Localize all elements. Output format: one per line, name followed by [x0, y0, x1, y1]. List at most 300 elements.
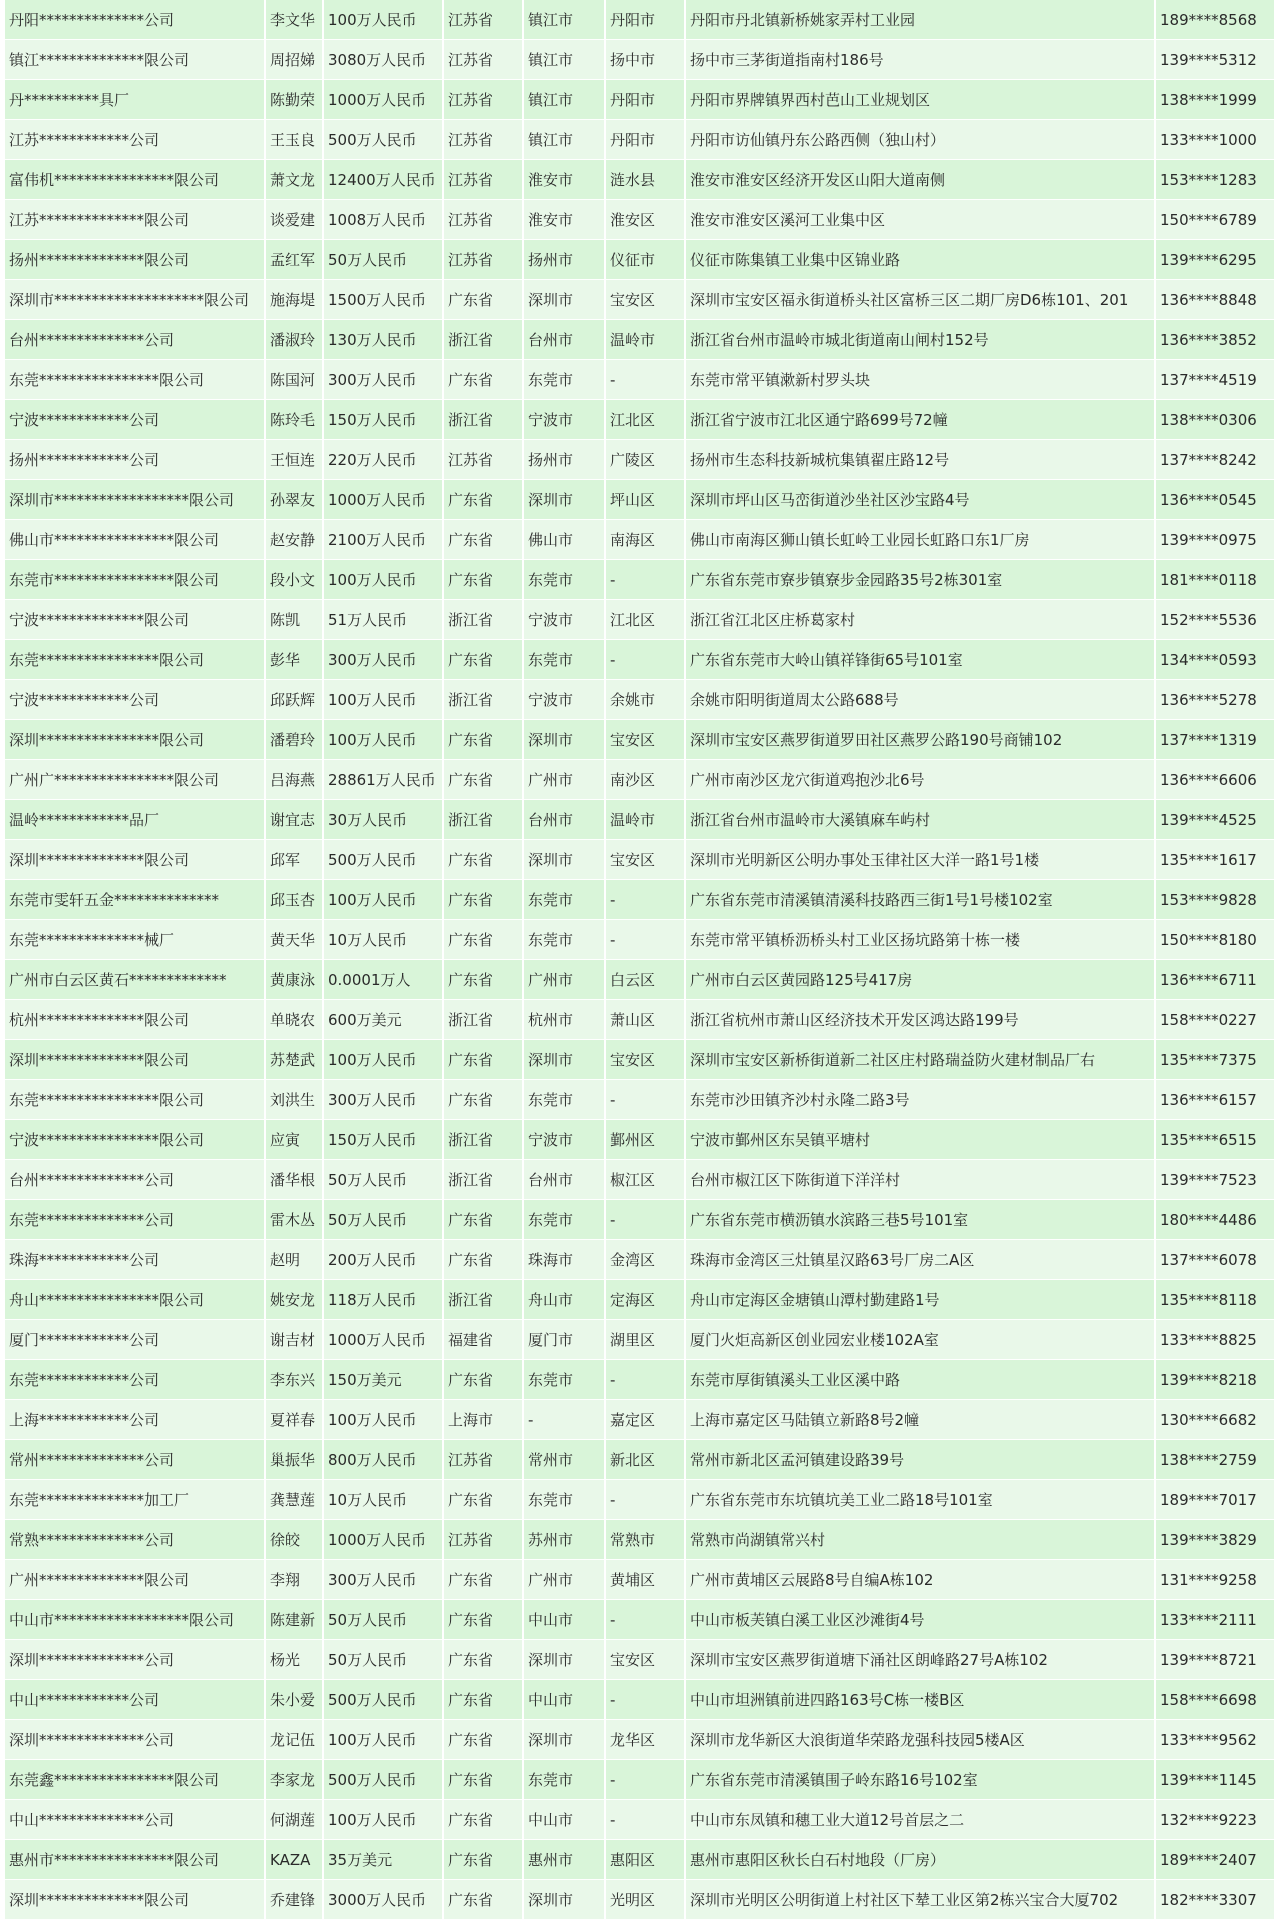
company-name-cell: 东莞**************械厂	[5, 920, 265, 960]
district-cell: 嘉定区	[605, 1400, 685, 1440]
city-cell: 东莞市	[523, 360, 605, 400]
company-name-cell: 丹**********具厂	[5, 80, 265, 120]
company-name-cell: 东莞************公司	[5, 1360, 265, 1400]
table-row	[5, 360, 1275, 400]
table-row	[5, 80, 1275, 120]
phone-cell: 181****0118	[1155, 560, 1275, 600]
phone-cell: 134****0593	[1155, 640, 1275, 680]
province-cell: 浙江省	[443, 680, 523, 720]
phone-cell: 139****8218	[1155, 1360, 1275, 1400]
province-cell: 广东省	[443, 1760, 523, 1800]
phone-cell: 136****6606	[1155, 760, 1275, 800]
company-name-cell: 深圳**************公司	[5, 1720, 265, 1760]
district-cell: -	[605, 360, 685, 400]
province-cell: 江苏省	[443, 80, 523, 120]
phone-cell: 137****6078	[1155, 1240, 1275, 1280]
phone-cell: 152****5536	[1155, 600, 1275, 640]
province-cell: 浙江省	[443, 1280, 523, 1320]
company-name-cell: 江苏************公司	[5, 120, 265, 160]
phone-cell: 153****1283	[1155, 160, 1275, 200]
legal-representative-cell: 应寅	[265, 1120, 323, 1160]
phone-cell: 136****6711	[1155, 960, 1275, 1000]
legal-representative-cell: 雷木丛	[265, 1200, 323, 1240]
address-cell: 厦门火炬高新区创业园宏业楼102A室	[685, 1320, 1155, 1360]
legal-representative-cell: 陈玲毛	[265, 400, 323, 440]
table-row	[5, 1200, 1275, 1240]
district-cell: 江北区	[605, 400, 685, 440]
province-cell: 广东省	[443, 640, 523, 680]
phone-cell: 139****3829	[1155, 1520, 1275, 1560]
legal-representative-cell: 朱小爱	[265, 1680, 323, 1720]
company-name-cell: 舟山****************限公司	[5, 1280, 265, 1320]
city-cell: 深圳市	[523, 480, 605, 520]
province-cell: 浙江省	[443, 320, 523, 360]
phone-cell: 136****5278	[1155, 680, 1275, 720]
province-cell: 广东省	[443, 1720, 523, 1760]
registered-capital-cell: 1000万人民币	[323, 1320, 443, 1360]
table-row	[5, 1080, 1275, 1120]
company-table	[5, 0, 1276, 1920]
legal-representative-cell: 彭华	[265, 640, 323, 680]
city-cell: 东莞市	[523, 880, 605, 920]
city-cell: 东莞市	[523, 640, 605, 680]
registered-capital-cell: 50万人民币	[323, 240, 443, 280]
company-name-cell: 扬州************公司	[5, 440, 265, 480]
city-cell: 惠州市	[523, 1840, 605, 1880]
legal-representative-cell: 吕海燕	[265, 760, 323, 800]
address-cell: 惠州市惠阳区秋长白石村地段（厂房）	[685, 1840, 1155, 1880]
legal-representative-cell: 杨光	[265, 1640, 323, 1680]
district-cell: -	[605, 1080, 685, 1120]
city-cell: 东莞市	[523, 560, 605, 600]
province-cell: 江苏省	[443, 240, 523, 280]
district-cell: 坪山区	[605, 480, 685, 520]
district-cell: -	[605, 1480, 685, 1520]
address-cell: 扬州市生态科技新城杭集镇翟庄路12号	[685, 440, 1155, 480]
company-name-cell: 惠州市****************限公司	[5, 1840, 265, 1880]
phone-cell: 133****1000	[1155, 120, 1275, 160]
table-row	[5, 840, 1275, 880]
city-cell: 东莞市	[523, 920, 605, 960]
registered-capital-cell: 118万人民币	[323, 1280, 443, 1320]
phone-cell: 180****4486	[1155, 1200, 1275, 1240]
province-cell: 广东省	[443, 1360, 523, 1400]
table-row	[5, 1760, 1275, 1800]
registered-capital-cell: 300万人民币	[323, 360, 443, 400]
phone-cell: 137****1319	[1155, 720, 1275, 760]
city-cell: 东莞市	[523, 1360, 605, 1400]
legal-representative-cell: 王玉良	[265, 120, 323, 160]
registered-capital-cell: 600万美元	[323, 1000, 443, 1040]
company-name-cell: 深圳市******************限公司	[5, 480, 265, 520]
company-name-cell: 温岭************品厂	[5, 800, 265, 840]
province-cell: 浙江省	[443, 1000, 523, 1040]
city-cell: 广州市	[523, 960, 605, 1000]
city-cell: 东莞市	[523, 1760, 605, 1800]
address-cell: 浙江省宁波市江北区通宁路699号72幢	[685, 400, 1155, 440]
address-cell: 深圳市宝安区燕罗街道塘下涌社区朗峰路27号A栋102	[685, 1640, 1155, 1680]
table-row	[5, 440, 1275, 480]
district-cell: 椒江区	[605, 1160, 685, 1200]
company-name-cell: 深圳****************限公司	[5, 720, 265, 760]
legal-representative-cell: 陈凯	[265, 600, 323, 640]
address-cell: 浙江省台州市温岭市城北街道南山闸村152号	[685, 320, 1155, 360]
registered-capital-cell: 150万人民币	[323, 400, 443, 440]
registered-capital-cell: 10万人民币	[323, 1480, 443, 1520]
province-cell: 江苏省	[443, 0, 523, 40]
city-cell: 扬州市	[523, 440, 605, 480]
district-cell: 丹阳市	[605, 0, 685, 40]
legal-representative-cell: 段小文	[265, 560, 323, 600]
registered-capital-cell: 500万人民币	[323, 1680, 443, 1720]
phone-cell: 135****7375	[1155, 1040, 1275, 1080]
legal-representative-cell: 李东兴	[265, 1360, 323, 1400]
address-cell: 深圳市宝安区福永街道桥头社区富桥三区二期厂房D6栋101、201	[685, 280, 1155, 320]
company-name-cell: 台州**************公司	[5, 1160, 265, 1200]
phone-cell: 139****0975	[1155, 520, 1275, 560]
registered-capital-cell: 3080万人民币	[323, 40, 443, 80]
table-row	[5, 880, 1275, 920]
registered-capital-cell: 100万人民币	[323, 0, 443, 40]
province-cell: 广东省	[443, 1560, 523, 1600]
province-cell: 广东省	[443, 520, 523, 560]
district-cell: -	[605, 640, 685, 680]
registered-capital-cell: 500万人民币	[323, 1760, 443, 1800]
phone-cell: 150****6789	[1155, 200, 1275, 240]
city-cell: 东莞市	[523, 1200, 605, 1240]
company-name-cell: 珠海************公司	[5, 1240, 265, 1280]
address-cell: 中山市板芙镇白溪工业区沙滩街4号	[685, 1600, 1155, 1640]
table-row	[5, 520, 1275, 560]
table-row	[5, 1160, 1275, 1200]
district-cell: 南海区	[605, 520, 685, 560]
city-cell: 深圳市	[523, 280, 605, 320]
address-cell: 广东省东莞市寮步镇寮步金园路35号2栋301室	[685, 560, 1155, 600]
phone-cell: 132****9223	[1155, 1800, 1275, 1840]
registered-capital-cell: 100万人民币	[323, 680, 443, 720]
province-cell: 江苏省	[443, 1520, 523, 1560]
registered-capital-cell: 12400万人民币	[323, 160, 443, 200]
company-name-cell: 深圳**************限公司	[5, 840, 265, 880]
legal-representative-cell: 邱跃辉	[265, 680, 323, 720]
company-name-cell: 台州**************公司	[5, 320, 265, 360]
registered-capital-cell: 10万人民币	[323, 920, 443, 960]
phone-cell: 189****8568	[1155, 0, 1275, 40]
district-cell: 惠阳区	[605, 1840, 685, 1880]
district-cell: 仪征市	[605, 240, 685, 280]
registered-capital-cell: 100万人民币	[323, 720, 443, 760]
address-cell: 广东省东莞市横沥镇水滨路三巷5号101室	[685, 1200, 1155, 1240]
table-row	[5, 1440, 1275, 1480]
address-cell: 仪征市陈集镇工业集中区锦业路	[685, 240, 1155, 280]
legal-representative-cell: 孟红军	[265, 240, 323, 280]
registered-capital-cell: 500万人民币	[323, 840, 443, 880]
phone-cell: 136****8848	[1155, 280, 1275, 320]
address-cell: 广东省东莞市清溪镇围子岭东路16号102室	[685, 1760, 1155, 1800]
address-cell: 深圳市宝安区燕罗街道罗田社区燕罗公路190号商铺102	[685, 720, 1155, 760]
district-cell: 宝安区	[605, 1040, 685, 1080]
table-row	[5, 1000, 1275, 1040]
province-cell: 江苏省	[443, 120, 523, 160]
district-cell: 光明区	[605, 1880, 685, 1920]
phone-cell: 137****4519	[1155, 360, 1275, 400]
legal-representative-cell: 王恒连	[265, 440, 323, 480]
company-name-cell: 镇江**************限公司	[5, 40, 265, 80]
district-cell: 淮安区	[605, 200, 685, 240]
city-cell: 宁波市	[523, 680, 605, 720]
province-cell: 广东省	[443, 480, 523, 520]
province-cell: 广东省	[443, 1080, 523, 1120]
registered-capital-cell: 1000万人民币	[323, 80, 443, 120]
city-cell: 中山市	[523, 1680, 605, 1720]
company-name-cell: 东莞****************限公司	[5, 360, 265, 400]
phone-cell: 133****8825	[1155, 1320, 1275, 1360]
address-cell: 深圳市光明区公明街道上村社区下辇工业区第2栋兴宝合大厦702	[685, 1880, 1155, 1920]
table-row	[5, 1560, 1275, 1600]
address-cell: 淮安市淮安区经济开发区山阳大道南侧	[685, 160, 1155, 200]
district-cell: 湖里区	[605, 1320, 685, 1360]
table-row	[5, 1720, 1275, 1760]
district-cell: -	[605, 1600, 685, 1640]
phone-cell: 139****4525	[1155, 800, 1275, 840]
phone-cell: 182****3307	[1155, 1880, 1275, 1920]
city-cell: 深圳市	[523, 840, 605, 880]
address-cell: 淮安市淮安区溪河工业集中区	[685, 200, 1155, 240]
district-cell: 黄埔区	[605, 1560, 685, 1600]
city-cell: 深圳市	[523, 720, 605, 760]
address-cell: 常州市新北区孟河镇建设路39号	[685, 1440, 1155, 1480]
table-row	[5, 1480, 1275, 1520]
district-cell: -	[605, 1200, 685, 1240]
table-row	[5, 0, 1275, 40]
company-name-cell: 东莞****************限公司	[5, 1080, 265, 1120]
province-cell: 广东省	[443, 960, 523, 1000]
registered-capital-cell: 500万人民币	[323, 120, 443, 160]
table-row	[5, 1040, 1275, 1080]
legal-representative-cell: 赵明	[265, 1240, 323, 1280]
province-cell: 江苏省	[443, 40, 523, 80]
district-cell: 宝安区	[605, 280, 685, 320]
province-cell: 广东省	[443, 560, 523, 600]
legal-representative-cell: 谈爱建	[265, 200, 323, 240]
address-cell: 台州市椒江区下陈街道下洋洋村	[685, 1160, 1155, 1200]
phone-cell: 189****2407	[1155, 1840, 1275, 1880]
address-cell: 浙江省杭州市萧山区经济技术开发区鸿达路199号	[685, 1000, 1155, 1040]
province-cell: 广东省	[443, 360, 523, 400]
city-cell: 深圳市	[523, 1880, 605, 1920]
phone-cell: 150****8180	[1155, 920, 1275, 960]
company-name-cell: 广州**************限公司	[5, 1560, 265, 1600]
table-row	[5, 40, 1275, 80]
district-cell: 温岭市	[605, 800, 685, 840]
legal-representative-cell: 夏祥春	[265, 1400, 323, 1440]
legal-representative-cell: 李翔	[265, 1560, 323, 1600]
legal-representative-cell: 潘碧玲	[265, 720, 323, 760]
phone-cell: 139****8721	[1155, 1640, 1275, 1680]
address-cell: 佛山市南海区狮山镇长虹岭工业园长虹路口东1厂房	[685, 520, 1155, 560]
city-cell: 厦门市	[523, 1320, 605, 1360]
address-cell: 浙江省江北区庄桥葛家村	[685, 600, 1155, 640]
district-cell: 丹阳市	[605, 80, 685, 120]
table-row	[5, 1640, 1275, 1680]
registered-capital-cell: 1000万人民币	[323, 1520, 443, 1560]
phone-cell: 158****0227	[1155, 1000, 1275, 1040]
company-name-cell: 常熟**************公司	[5, 1520, 265, 1560]
registered-capital-cell: 100万人民币	[323, 880, 443, 920]
address-cell: 中山市东凤镇和穗工业大道12号首层之二	[685, 1800, 1155, 1840]
district-cell: 宝安区	[605, 1640, 685, 1680]
registered-capital-cell: 300万人民币	[323, 1560, 443, 1600]
city-cell: 镇江市	[523, 80, 605, 120]
legal-representative-cell: 周招娣	[265, 40, 323, 80]
legal-representative-cell: 黄天华	[265, 920, 323, 960]
legal-representative-cell: 苏楚武	[265, 1040, 323, 1080]
district-cell: 宝安区	[605, 720, 685, 760]
district-cell: 龙华区	[605, 1720, 685, 1760]
legal-representative-cell: KAZA	[265, 1840, 323, 1880]
province-cell: 广东省	[443, 1640, 523, 1680]
phone-cell: 137****8242	[1155, 440, 1275, 480]
registered-capital-cell: 3000万人民币	[323, 1880, 443, 1920]
phone-cell: 131****9258	[1155, 1560, 1275, 1600]
legal-representative-cell: 潘华根	[265, 1160, 323, 1200]
province-cell: 广东省	[443, 1240, 523, 1280]
city-cell: 镇江市	[523, 120, 605, 160]
registered-capital-cell: 100万人民币	[323, 1720, 443, 1760]
district-cell: 鄞州区	[605, 1120, 685, 1160]
address-cell: 余姚市阳明街道周太公路688号	[685, 680, 1155, 720]
district-cell: 常熟市	[605, 1520, 685, 1560]
table-row	[5, 1320, 1275, 1360]
province-cell: 广东省	[443, 1800, 523, 1840]
district-cell: 江北区	[605, 600, 685, 640]
district-cell: 温岭市	[605, 320, 685, 360]
legal-representative-cell: 陈建新	[265, 1600, 323, 1640]
company-name-cell: 深圳市********************限公司	[5, 280, 265, 320]
province-cell: 广东省	[443, 1200, 523, 1240]
province-cell: 浙江省	[443, 800, 523, 840]
legal-representative-cell: 姚安龙	[265, 1280, 323, 1320]
district-cell: -	[605, 920, 685, 960]
city-cell: 淮安市	[523, 160, 605, 200]
table-row	[5, 120, 1275, 160]
city-cell: 宁波市	[523, 1120, 605, 1160]
city-cell: 深圳市	[523, 1040, 605, 1080]
registered-capital-cell: 1500万人民币	[323, 280, 443, 320]
registered-capital-cell: 100万人民币	[323, 1400, 443, 1440]
registered-capital-cell: 50万人民币	[323, 1200, 443, 1240]
city-cell: 镇江市	[523, 0, 605, 40]
city-cell: 东莞市	[523, 1480, 605, 1520]
company-name-cell: 宁波************公司	[5, 400, 265, 440]
registered-capital-cell: 200万人民币	[323, 1240, 443, 1280]
address-cell: 常熟市尚湖镇常兴村	[685, 1520, 1155, 1560]
district-cell: 新北区	[605, 1440, 685, 1480]
phone-cell: 139****1145	[1155, 1760, 1275, 1800]
company-name-cell: 广州广****************限公司	[5, 760, 265, 800]
address-cell: 舟山市定海区金塘镇山潭村勤建路1号	[685, 1280, 1155, 1320]
city-cell: 广州市	[523, 760, 605, 800]
registered-capital-cell: 300万人民币	[323, 1080, 443, 1120]
company-name-cell: 上海************公司	[5, 1400, 265, 1440]
district-cell: 萧山区	[605, 1000, 685, 1040]
legal-representative-cell: 潘淑玲	[265, 320, 323, 360]
address-cell: 广州市白云区黄园路125号417房	[685, 960, 1155, 1000]
address-cell: 丹阳市丹北镇新桥姚家弄村工业园	[685, 0, 1155, 40]
table-row	[5, 720, 1275, 760]
city-cell: 镇江市	[523, 40, 605, 80]
table-row	[5, 1400, 1275, 1440]
table-row	[5, 1120, 1275, 1160]
address-cell: 上海市嘉定区马陆镇立新路8号2幢	[685, 1400, 1155, 1440]
city-cell: 台州市	[523, 1160, 605, 1200]
company-name-cell: 杭州**************限公司	[5, 1000, 265, 1040]
district-cell: 南沙区	[605, 760, 685, 800]
city-cell: 中山市	[523, 1800, 605, 1840]
district-cell: 丹阳市	[605, 120, 685, 160]
registered-capital-cell: 50万人民币	[323, 1160, 443, 1200]
province-cell: 广东省	[443, 920, 523, 960]
address-cell: 中山市坦洲镇前进四路163号C栋一楼B区	[685, 1680, 1155, 1720]
company-name-cell: 富伟机****************限公司	[5, 160, 265, 200]
address-cell: 广州市黄埔区云展路8号自编A栋102	[685, 1560, 1155, 1600]
legal-representative-cell: 陈国河	[265, 360, 323, 400]
address-cell: 广州市南沙区龙穴街道鸡抱沙北6号	[685, 760, 1155, 800]
phone-cell: 158****6698	[1155, 1680, 1275, 1720]
table-row	[5, 1840, 1275, 1880]
province-cell: 广东省	[443, 1840, 523, 1880]
city-cell: 佛山市	[523, 520, 605, 560]
address-cell: 广东省东莞市东坑镇坑美工业二路18号101室	[685, 1480, 1155, 1520]
table-body	[5, 0, 1275, 1920]
address-cell: 深圳市光明新区公明办事处玉律社区大洋一路1号1楼	[685, 840, 1155, 880]
legal-representative-cell: 萧文龙	[265, 160, 323, 200]
legal-representative-cell: 陈勤荣	[265, 80, 323, 120]
table-row	[5, 320, 1275, 360]
address-cell: 东莞市常平镇桥沥桥头村工业区扬坑路第十栋一楼	[685, 920, 1155, 960]
registered-capital-cell: 51万人民币	[323, 600, 443, 640]
legal-representative-cell: 邱军	[265, 840, 323, 880]
district-cell: 白云区	[605, 960, 685, 1000]
legal-representative-cell: 施海堤	[265, 280, 323, 320]
table-row	[5, 600, 1275, 640]
district-cell: -	[605, 1760, 685, 1800]
legal-representative-cell: 孙翠友	[265, 480, 323, 520]
province-cell: 江苏省	[443, 200, 523, 240]
legal-representative-cell: 李文华	[265, 0, 323, 40]
address-cell: 宁波市鄞州区东吴镇平塘村	[685, 1120, 1155, 1160]
address-cell: 广东省东莞市大岭山镇祥锋街65号101室	[685, 640, 1155, 680]
city-cell: 淮安市	[523, 200, 605, 240]
company-name-cell: 厦门************公司	[5, 1320, 265, 1360]
company-name-cell: 深圳**************限公司	[5, 1880, 265, 1920]
legal-representative-cell: 龚慧莲	[265, 1480, 323, 1520]
registered-capital-cell: 300万人民币	[323, 640, 443, 680]
province-cell: 广东省	[443, 1480, 523, 1520]
registered-capital-cell: 150万美元	[323, 1360, 443, 1400]
table-row	[5, 960, 1275, 1000]
legal-representative-cell: 谢吉材	[265, 1320, 323, 1360]
city-cell: 宁波市	[523, 400, 605, 440]
province-cell: 浙江省	[443, 400, 523, 440]
phone-cell: 133****9562	[1155, 1720, 1275, 1760]
table-row	[5, 200, 1275, 240]
company-name-cell: 宁波************公司	[5, 680, 265, 720]
city-cell: 深圳市	[523, 1720, 605, 1760]
company-name-cell: 东莞**************加工厂	[5, 1480, 265, 1520]
province-cell: 广东省	[443, 1880, 523, 1920]
phone-cell: 130****6682	[1155, 1400, 1275, 1440]
